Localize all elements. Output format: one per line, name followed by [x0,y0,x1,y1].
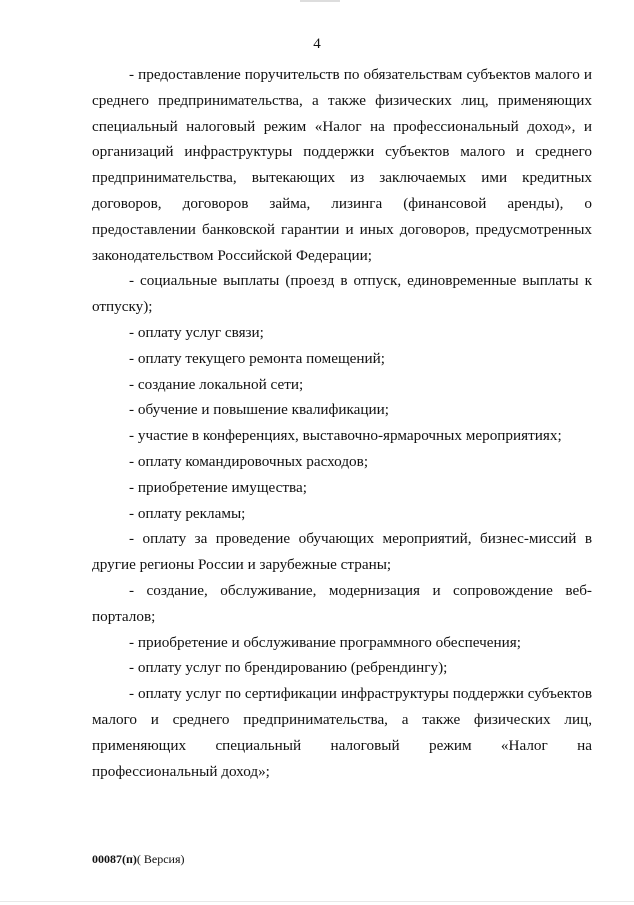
paragraph-travel-expenses: - оплату командировочных расходов; [129,452,369,470]
paragraph-branding: - оплату услуг по брендированию (ребрендингу); [129,659,448,677]
paragraph-conferences: - участие в конференциях, выставочно-ярмарочных мероприятиях; [129,427,562,445]
page-number: 4 [313,36,321,52]
paragraph-local-network: - создание локальной сети; [129,375,304,393]
paragraph-repair: - оплату текущего ремонта помещений; [129,349,385,367]
paragraph-communication: - оплату услуг связи; [129,323,264,341]
scan-bottom-edge [0,901,634,902]
document-body [92,62,592,784]
document-footer [92,852,185,867]
paragraph-training: - обучение и повышение квалификации; [129,401,390,419]
paragraph-property: - приобретение имущества; [129,478,307,496]
paragraph-software: - приобретение и обслуживание программного обеспечения; [129,633,521,651]
document-version: ( Версия) [136,852,185,866]
paragraph-advertising: - оплату рекламы; [129,504,246,522]
paragraph-web-portals: - создание, обслуживание, модернизация и сопровождение веб-порталов; [92,581,592,625]
paragraph-social-payments: - социальные выплаты (проезд в отпуск, единовременные выплаты к отпуску); [92,272,592,316]
paragraph-certification: - оплату услуг по сертификации инфраструктуры поддержки субъектов малого и среднего предпринимательства, а также физических лиц, применяющих специальный налоговый режим «Налог на профессиональный доход»; [92,685,592,780]
document-code: 00087(п) [92,852,137,866]
paragraph-guarantees: - предоставление поручительств по обязательствам субъектов малого и среднего предпринимательства, а также физических лиц, применяющих специальный налоговый режим «Налог на профессиональный доход», и организаций инфраструктуры поддержки субъектов малого и среднего предпринимательства, вытекающих из заключаемых ими кредитных договоров, договоров займа, лизинга (финансовой аренды), о предоставлении банковской гарантии и иных договоров, предусмотренных законодательством Российской Федерации; [92,66,592,264]
scan-top-mark [300,0,340,2]
paragraph-business-missions: - оплату за проведение обучающих мероприятий, бизнес-миссий в другие регионы России и зарубежные страны; [92,530,592,574]
